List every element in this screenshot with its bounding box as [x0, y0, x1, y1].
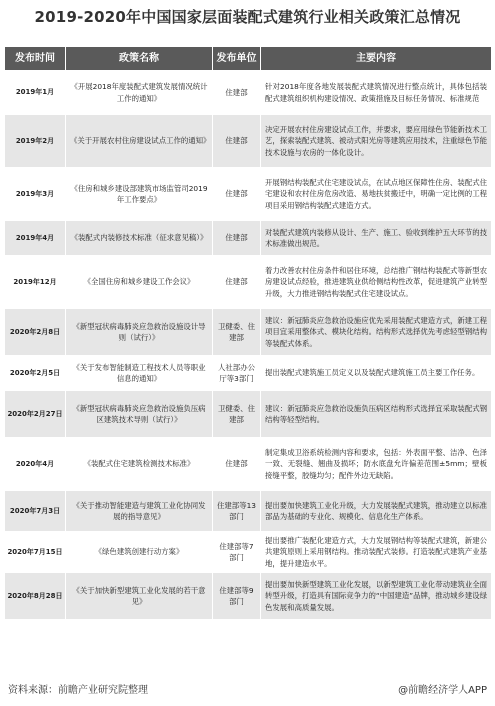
policy-table	[4, 46, 492, 620]
content-cell: 建议：新冠肺炎应急救治设施负压病区结构形式选择宜采取装配式钢结构等轻型结构。	[261, 391, 492, 438]
table-row	[5, 256, 492, 309]
date-cell: 2020年2月27日	[5, 391, 66, 438]
table-row	[5, 438, 492, 491]
content-cell: 开展钢结构装配式住宅建设试点，在试点地区保障性住房、装配式住宅建设和农村住房危房改造、易地扶贫搬迁中，明确一定比例的工程项目采用钢结构装配式建造方式。	[261, 168, 492, 221]
content-cell: 建议：新冠肺炎应急救治设施应优先采用装配式建造方式，新建工程项目宜采用整体式、模块化结构。结构形式选择优先考虑轻型钢结构等装配式体系。	[261, 309, 492, 356]
department-cell: 住建部	[213, 221, 261, 256]
date-cell: 2020年8月28日	[5, 573, 66, 620]
date-cell: 2020年2月8日	[5, 309, 66, 356]
policy-name-cell: 《装配式内装修技术标准（征求意见稿）》	[66, 221, 213, 256]
policy-name-cell: 《全国住房和城乡建设工作会议》	[66, 256, 213, 309]
policy-name-cell: 《关于推动智能建造与建筑工业化协同发展的指导意见》	[66, 491, 213, 532]
table-row	[5, 491, 492, 532]
table-row	[5, 168, 492, 221]
source-note: 资料来源：前瞻产业研究院整理	[8, 685, 148, 696]
content-cell: 提出装配式建筑施工员定义以及装配式建筑施工员主要工作任务。	[261, 356, 492, 391]
table-row	[5, 221, 492, 256]
department-cell: 住建部等13部门	[213, 491, 261, 532]
content-cell: 对装配式建筑内装修从设计、生产、施工、验收到维护五大环节的技术标准做出规范。	[261, 221, 492, 256]
policy-name-cell: 《新型冠状病毒肺炎应急救治设施设计导则（试行）》	[66, 309, 213, 356]
date-cell: 2020年7月3日	[5, 491, 66, 532]
department-cell: 卫健委、住建部	[213, 309, 261, 356]
content-cell: 提出要加快建筑工业化升级，大力发展装配式建筑，推动建立以标准部品为基础的专业化、规模化、信息化生产体系。	[261, 491, 492, 532]
content-cell: 提出要加快新型建筑工业化发展，以新型建筑工业化带动建筑业全面转型升级，打造具有国际竞争力的“中国建造”品牌，推动城乡建设绿色发展和高质量发展。	[261, 573, 492, 620]
policy-name-cell: 《开展2018年度装配式建筑发展情况统计工作的通知》	[66, 71, 213, 115]
table-row	[5, 309, 492, 356]
date-cell: 2019年2月	[5, 115, 66, 168]
table-header-row	[5, 47, 492, 71]
header-date: 发布时间	[5, 47, 66, 71]
table-row	[5, 115, 492, 168]
date-cell: 2020年7月15日	[5, 532, 66, 573]
table-row	[5, 356, 492, 391]
department-cell: 住建部	[213, 438, 261, 491]
content-cell: 制定集成卫浴系统检测内容和要求，包括：外表面平整、洁净、色泽一致、无裂缝、翘曲及损坏；防水底盘允许偏差范围±5mm；壁板接缝平整，胶缝均匀；配件外边无缺陷。	[261, 438, 492, 491]
department-cell: 人社部办公厅等3部门	[213, 356, 261, 391]
date-cell: 2019年1月	[5, 71, 66, 115]
table-body	[5, 71, 492, 620]
table-row	[5, 391, 492, 438]
policy-name-cell: 《关于加快新型建筑工业化发展的若干意见》	[66, 573, 213, 620]
policy-name-cell: 《住房和城乡建设部建筑市场监管司2019年工作要点》	[66, 168, 213, 221]
department-cell: 住建部	[213, 115, 261, 168]
department-cell: 住建部	[213, 71, 261, 115]
date-cell: 2019年3月	[5, 168, 66, 221]
page-title: 2019-2020年中国国家层面装配式建筑行业相关政策汇总情况	[34, 8, 461, 26]
policy-name-cell: 《绿色建筑创建行动方案》	[66, 532, 213, 573]
brand-label: @前瞻经济学人APP	[398, 685, 487, 696]
content-cell: 提出要推广装配化建造方式，大力发展钢结构等装配式建筑，新建公共建筑原则上采用钢结构。推动装配式装修。打造装配式建筑产业基地，提升建造水平。	[261, 532, 492, 573]
department-cell: 住建部等9部门	[213, 573, 261, 620]
policy-name-cell: 《关于开展农村住房建设试点工作的通知》	[66, 115, 213, 168]
table-row	[5, 71, 492, 115]
department-cell: 住建部	[213, 168, 261, 221]
policy-name-cell: 《新型冠状病毒肺炎应急救治设施负压病区建筑技术导则（试行）》	[66, 391, 213, 438]
content-cell: 针对2018年度各地发展装配式建筑情况进行整点统计，具体包括装配式建筑组织机构建设情况、政策措施及目标任务情况、标准规范	[261, 71, 492, 115]
header-department: 发布单位	[213, 47, 261, 71]
date-cell: 2020年4月	[5, 438, 66, 491]
department-cell: 住建部	[213, 256, 261, 309]
date-cell: 2020年2月5日	[5, 356, 66, 391]
policy-name-cell: 《装配式住宅建筑检测技术标准》	[66, 438, 213, 491]
policy-name-cell: 《关于发布智能制造工程技术人员等职业信息的通知》	[66, 356, 213, 391]
content-cell: 决定开展农村住房建设试点工作，并要求，要应用绿色节能新技术工艺，探索装配式建筑、被动式阳光房等建筑应用技术，注重绿色节能技术设施与农房的一体化设计。	[261, 115, 492, 168]
date-cell: 2019年12月	[5, 256, 66, 309]
date-cell: 2019年4月	[5, 221, 66, 256]
table-row	[5, 532, 492, 573]
department-cell: 卫健委、住建部	[213, 391, 261, 438]
content-cell: 着力改善农村住房条件和居住环境，总结推广钢结构装配式等新型农房建设试点经验，推进建筑业供给侧结构性改革，促进建筑产业转型升级，大力推进钢结构装配式住宅建设试点。	[261, 256, 492, 309]
table-row	[5, 573, 492, 620]
header-content: 主要内容	[261, 47, 492, 71]
department-cell: 住建部等7部门	[213, 532, 261, 573]
header-policy-name: 政策名称	[66, 47, 213, 71]
